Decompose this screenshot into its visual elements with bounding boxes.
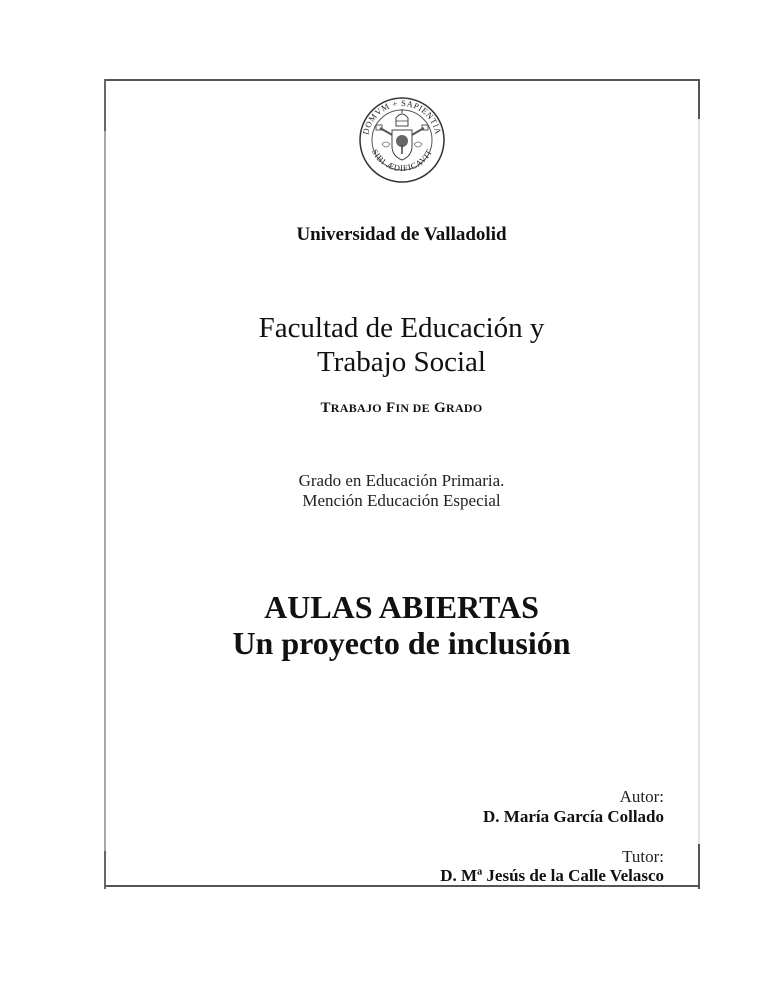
svg-text:DOMVM + SAPIENTIA: DOMVM + SAPIENTIA bbox=[360, 97, 444, 136]
university-seal-icon bbox=[358, 96, 446, 184]
svg-text:SIBI ÆDIFICAVIT: SIBI ÆDIFICAVIT bbox=[369, 147, 435, 174]
tutor-label: Tutor: bbox=[622, 847, 664, 866]
faculty-name bbox=[104, 311, 699, 379]
faculty-line-2: Trabajo Social bbox=[317, 346, 486, 378]
border-right-top bbox=[698, 79, 700, 119]
author-name: D. María García Collado bbox=[483, 807, 664, 826]
border-left-bottom bbox=[104, 851, 106, 889]
work-type-rest-3: RADO bbox=[445, 401, 483, 415]
border-right-bottom bbox=[698, 844, 700, 889]
work-type-cap-2: F bbox=[385, 400, 396, 416]
border-left-top bbox=[104, 79, 106, 131]
university-name: Universidad de Valladolid bbox=[296, 224, 507, 245]
thesis-title bbox=[104, 589, 699, 661]
work-type bbox=[104, 400, 699, 417]
title-line-2: Un proyecto de inclusión bbox=[232, 625, 571, 661]
author-label: Autor: bbox=[619, 787, 664, 806]
work-type-rest-2: IN DE bbox=[395, 401, 430, 415]
work-type-cap-3: G bbox=[434, 400, 446, 416]
faculty-line-1: Facultad de Educación y bbox=[258, 312, 545, 344]
tutor-name: D. Mª Jesús de la Calle Velasco bbox=[440, 866, 664, 885]
title-line-1: AULAS ABIERTAS bbox=[264, 589, 539, 625]
degree-line-2: Mención Educación Especial bbox=[302, 491, 501, 510]
degree bbox=[104, 471, 699, 511]
work-type-cap-1: T bbox=[320, 400, 331, 416]
work-type-rest-1: RABAJO bbox=[330, 401, 382, 415]
degree-line-1: Grado en Educación Primaria. bbox=[298, 471, 505, 490]
